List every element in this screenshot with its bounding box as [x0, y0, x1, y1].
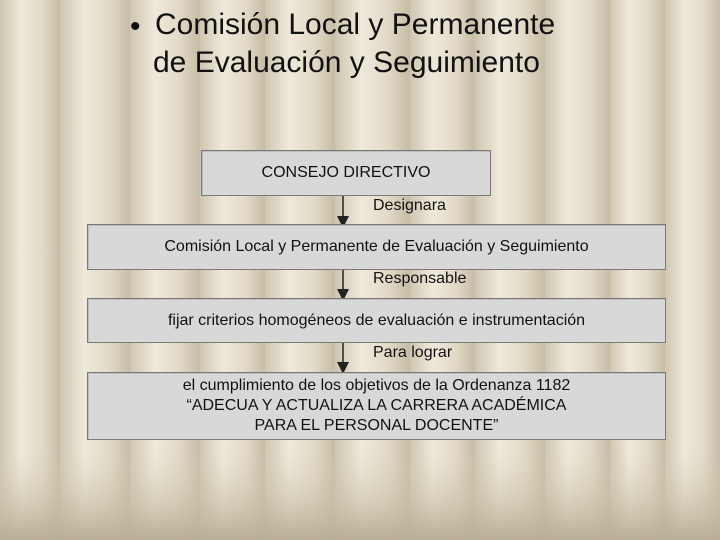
box-objetivos-line-1: el cumplimiento de los objetivos de la Ordenanza 1182 — [182, 377, 571, 394]
box-fijar-criterios-label: fijar criterios homogéneos de evaluación e instrumentación — [167, 311, 586, 329]
box-fijar-criterios — [87, 298, 666, 343]
slide-title-line-1: Comisión Local y Permanente — [155, 8, 556, 41]
box-objetivos — [87, 372, 666, 440]
box-comision — [87, 224, 666, 270]
box-comision-label: Comisión Local y Permanente de Evaluación y Seguimiento — [164, 238, 589, 255]
connector-label-designara: Designara — [373, 197, 446, 214]
box-consejo-directivo — [201, 150, 491, 196]
connector-label-para-lograr: Para lograr — [373, 344, 453, 361]
slide-title-line-2: de Evaluación y Seguimiento — [153, 46, 540, 79]
box-objetivos-line-3: PARA EL PERSONAL DOCENTE” — [254, 417, 499, 434]
box-objetivos-line-2: “ADECUA Y ACTUALIZA LA CARRERA ACADÉMICA — [186, 397, 567, 414]
box-consejo-directivo-label: CONSEJO DIRECTIVO — [261, 164, 431, 181]
connector-label-responsable: Responsable — [373, 270, 467, 287]
title-bullet: • — [130, 10, 141, 43]
